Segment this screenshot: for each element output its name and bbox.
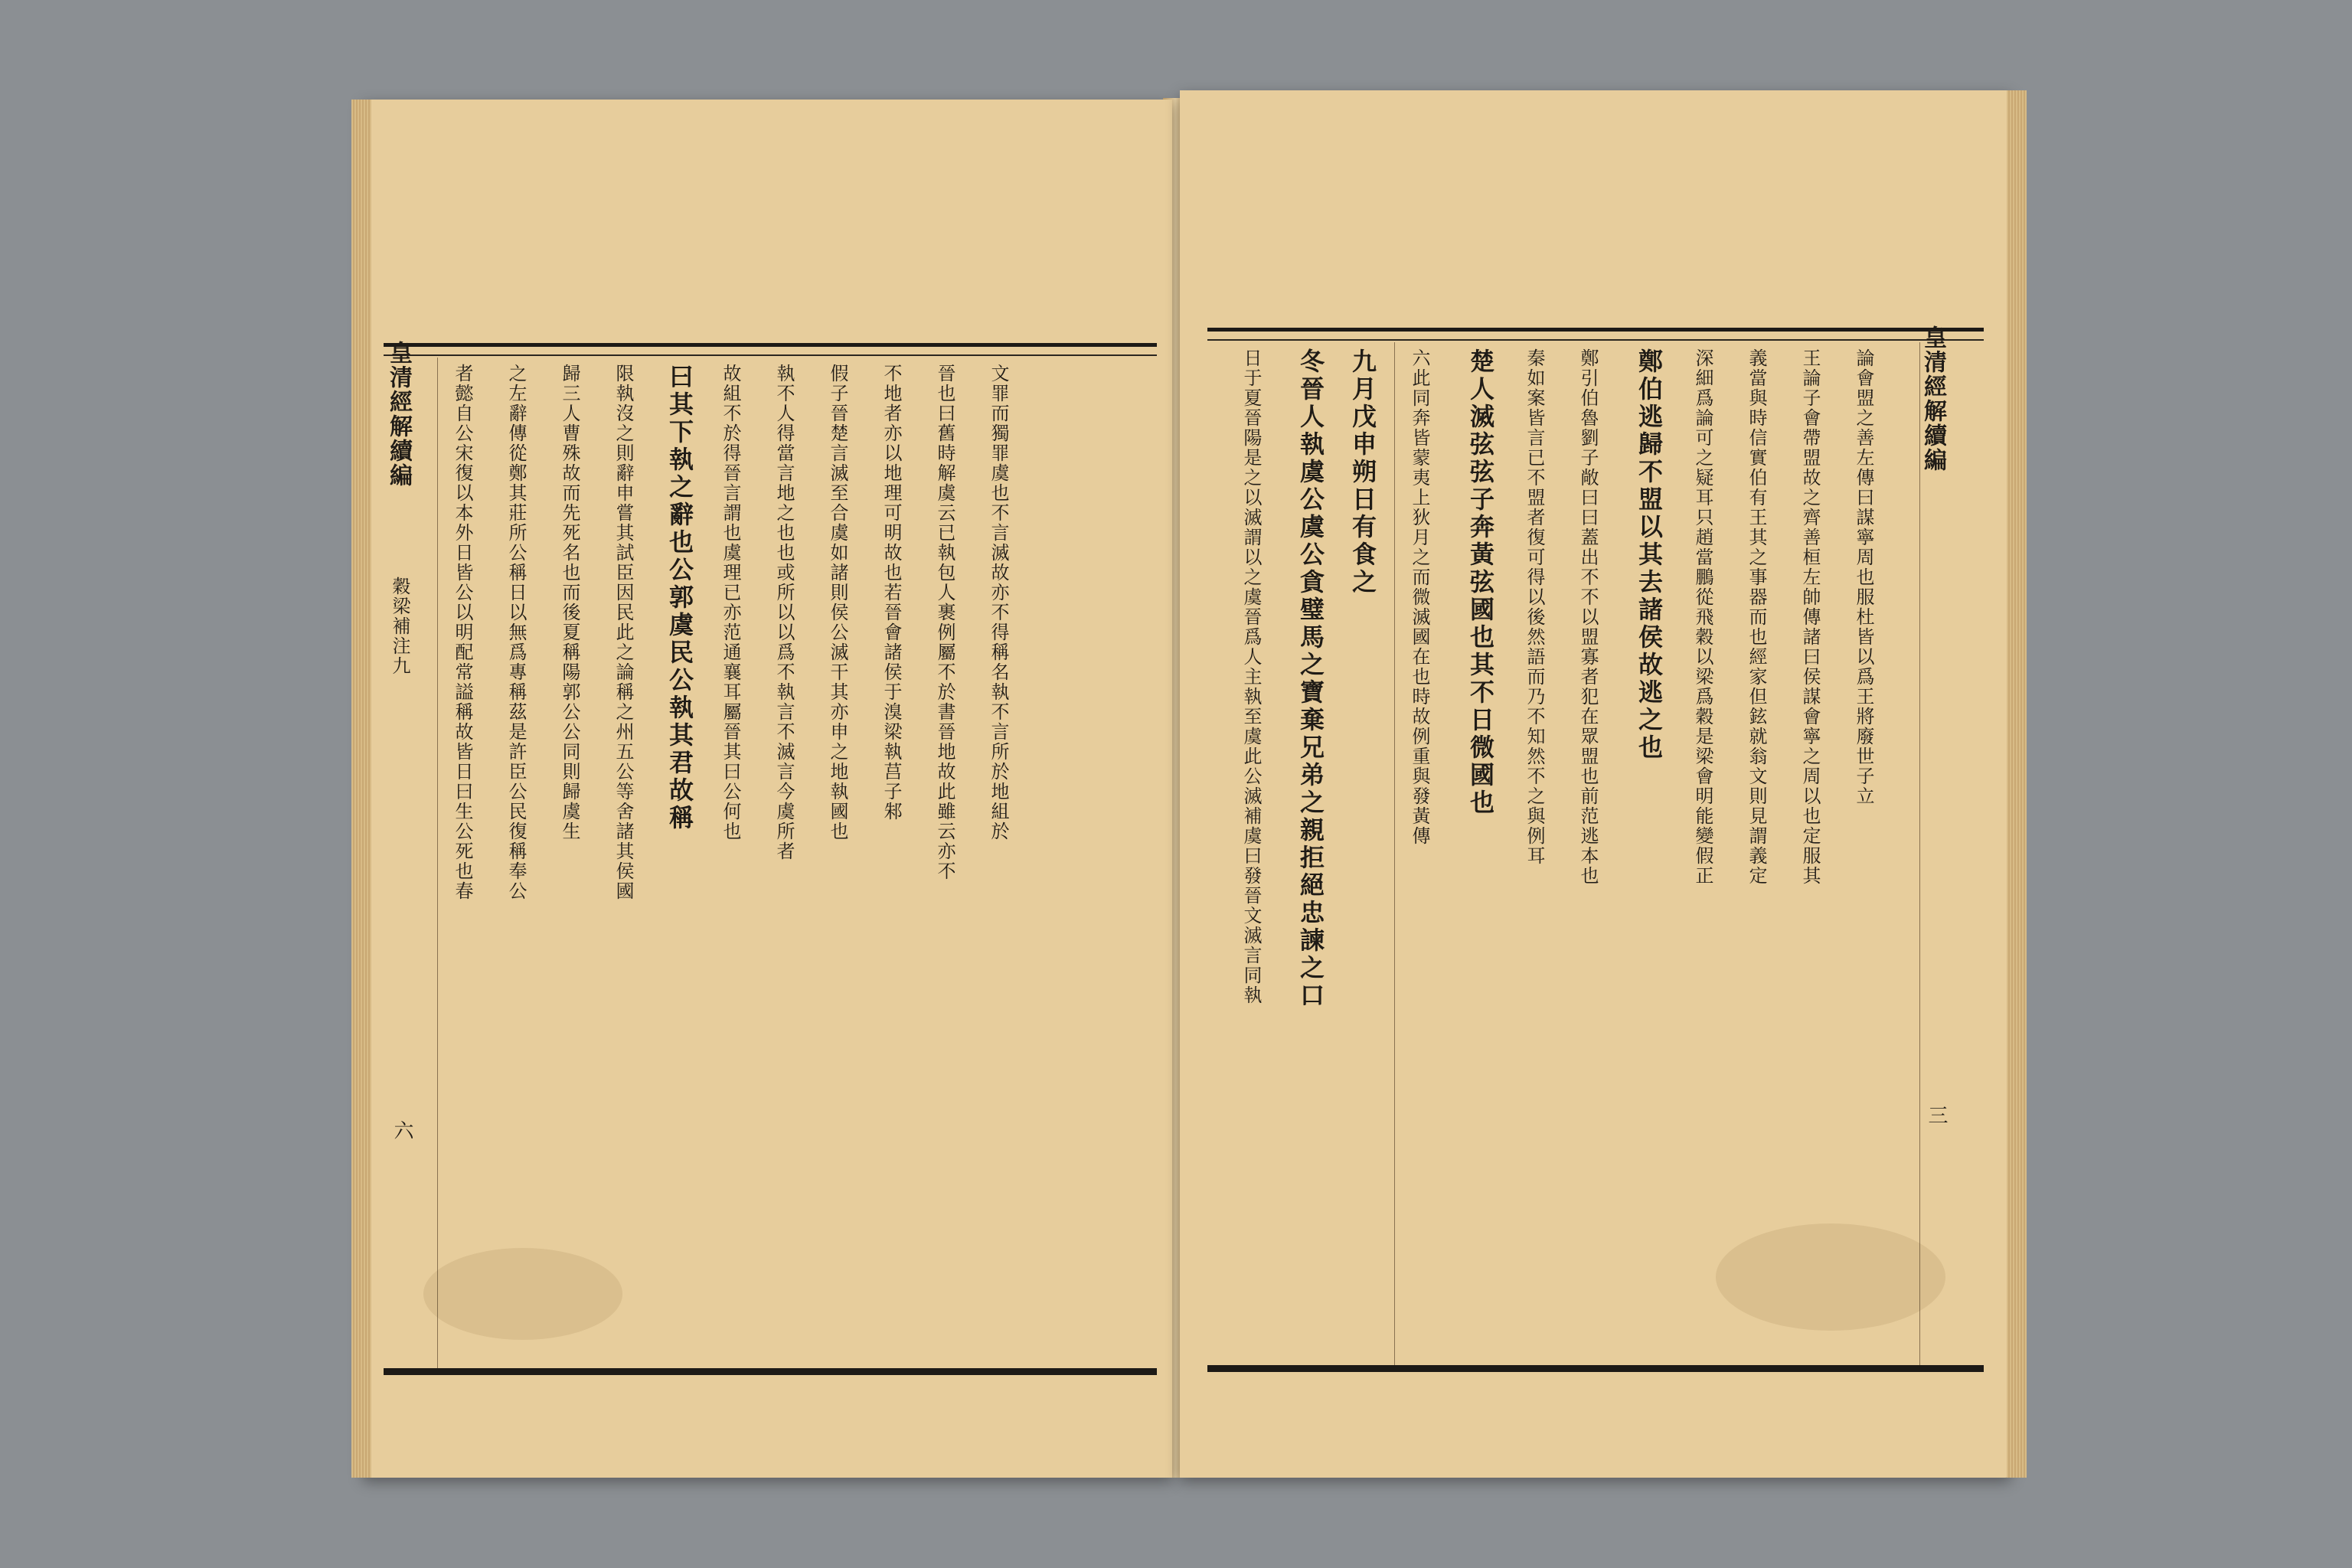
column-rule	[414, 358, 438, 1368]
text-column: 故組不於得晉言謂也虞理已亦范通襄耳屬晉其曰公何也	[720, 364, 741, 841]
column-rule	[1371, 342, 1395, 1365]
text-column: 秦如案皆言已不盟者復可得以後然語而乃不知然不之與例耳	[1524, 348, 1545, 866]
text-column: 文罪而獨罪虞也不言滅故亦不得稱名執不言所於地組於	[988, 364, 1009, 841]
text-column: 王論子會帶盟故之齊善桓左帥傳諸曰侯謀會寧之周以也定服其	[1799, 348, 1821, 886]
right-page	[1180, 90, 2011, 1478]
text-column: 論會盟之善左傳曰謀寧周也服杜皆以爲王將廢世子立	[1853, 348, 1874, 806]
text-column: 執不人得當言地之也也或所以以爲不執言不滅言今虞所者	[773, 364, 795, 861]
main-text-column: 曰其下執之辭也公郭虞民公執其君故稱	[665, 364, 694, 832]
text-column: 深細爲論可之疑耳只趙當鵬從飛穀以梁爲穀是梁會明能變假正	[1692, 348, 1713, 886]
text-column: 六此同奔皆蒙夷上狄月之而微滅國在也時故例重與發黃傳	[1409, 348, 1430, 846]
folio-number: 六	[390, 1120, 413, 1140]
text-column: 晉也曰舊時解虞云已執包人裹例屬不於書晉地故此雖云亦不	[934, 364, 956, 881]
right-text-frame	[1207, 325, 1984, 1372]
open-book	[348, 90, 2017, 1491]
title-strip: 皇清經解續編	[385, 341, 412, 488]
frame-rule	[384, 354, 1157, 356]
text-column: 之左辭傳從鄭其莊所公稱日以無爲專稱茲是許臣公民復稱奉公	[505, 364, 527, 901]
text-column: 義當與時信實伯有王其之事器而也經家但鉉就翁文則見謂義定	[1746, 348, 1767, 886]
left-text-frame	[384, 343, 1157, 1375]
text-column: 限執沒之則辭申嘗其試臣因民此之論稱之州五公等舍諸其侯國	[612, 364, 634, 901]
column-rule	[1896, 342, 1920, 1365]
main-text-column: 九月戊申朔日有食之	[1348, 348, 1377, 596]
folio-number: 三	[1925, 1105, 1948, 1125]
sub-strip: 穀梁補注九	[389, 577, 410, 676]
left-page	[362, 100, 1172, 1478]
text-column: 歸三人曹殊故而先死名也而後夏稱陽郭公公同則歸虞生	[559, 364, 580, 841]
text-column: 鄭引伯魯劉子敞曰曰蓋出不不以盟寡者犯在眾盟也前范逃本也	[1577, 348, 1599, 886]
main-text-column: 冬晉人執虞公虞公貪璧馬之寶棄兄弟之親拒絕忠諫之口	[1296, 348, 1325, 1010]
text-column: 日于夏晉陽是之以滅謂以之虞晉爲人主執至虞此公滅補虞曰發晉文滅言同執	[1240, 348, 1262, 1005]
main-text-column: 楚人滅弦弦子奔黃弦國也其不日微國也	[1466, 348, 1495, 817]
title-strip: 皇清經解續編	[1919, 325, 1946, 472]
text-column: 者懿自公宋復以本外日皆公以明配常謚稱故皆日曰生公死也春	[452, 364, 473, 901]
text-column: 不地者亦以地理可明故也若晉會諸侯于溴梁執莒子邾	[880, 364, 902, 822]
main-text-column: 鄭伯逃歸不盟以其去諸侯故逃之也	[1635, 348, 1664, 762]
text-column: 假子晉楚言滅至合虞如諸則侯公滅干其亦申之地執國也	[827, 364, 848, 841]
frame-rule	[1207, 339, 1984, 341]
page-edge	[351, 100, 371, 1478]
page-edge	[2007, 90, 2027, 1478]
